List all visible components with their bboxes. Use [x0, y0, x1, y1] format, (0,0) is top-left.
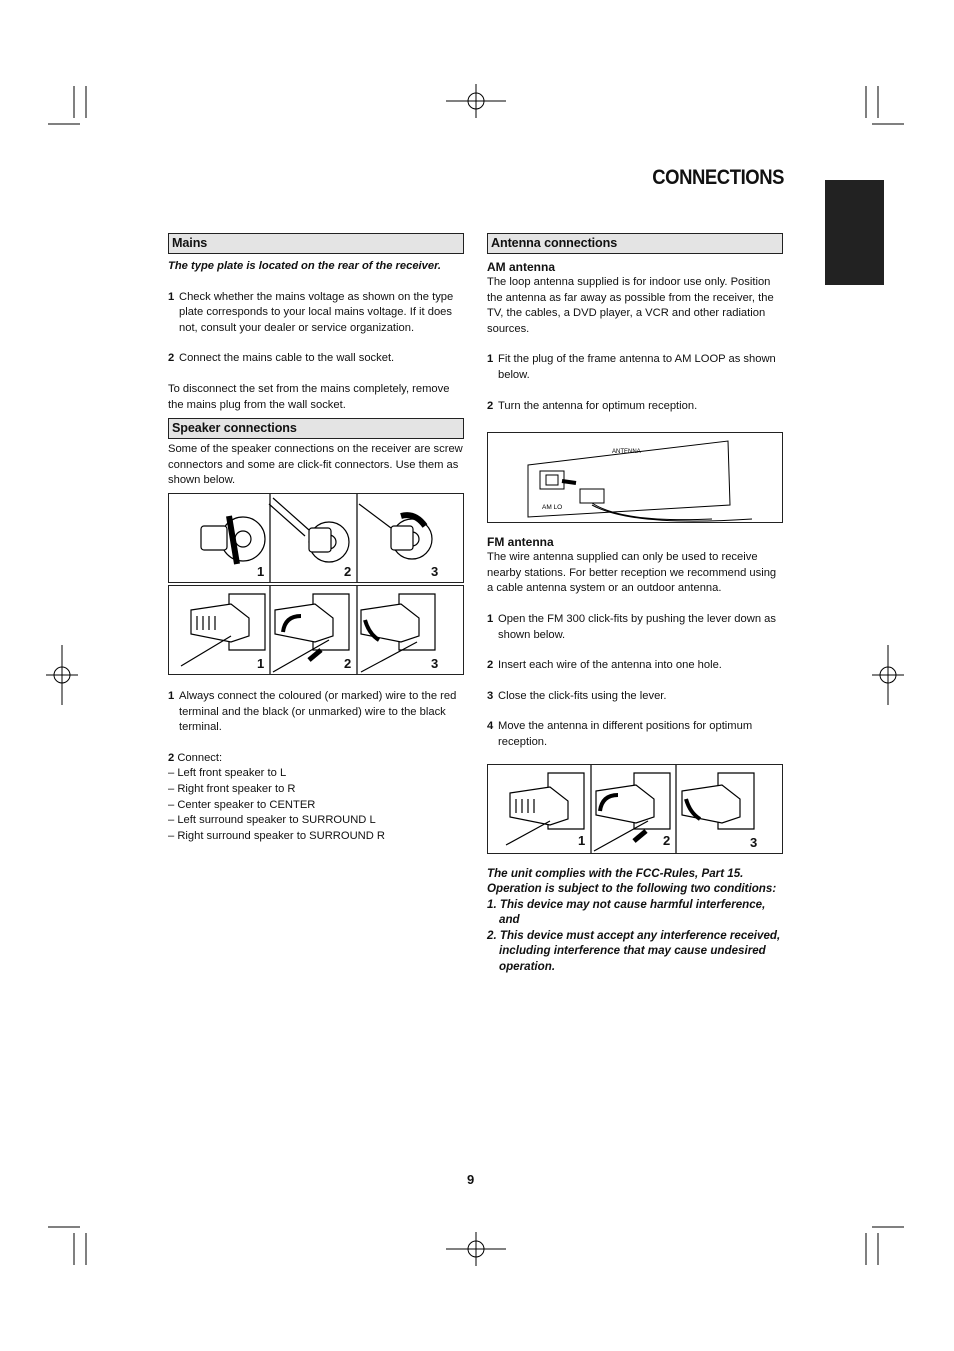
- speaker-step-1: [168, 689, 464, 736]
- am-step-2: [487, 399, 783, 415]
- fcc-notice: [487, 866, 783, 975]
- figure-label-3: 3: [431, 563, 439, 579]
- step-text: Connect the mains cable to the wall socket.: [179, 352, 395, 365]
- speaker-connect-list: [168, 766, 464, 844]
- fcc-condition-2: 2. This device must accept any interference received, including interference that may cause undesired operation.: [487, 928, 781, 974]
- mains-disconnect-note: To disconnect the set from the mains completely, remove the mains plug from the wall socket.: [168, 382, 450, 411]
- figure-label-3: 3: [431, 655, 439, 671]
- fm-step-1: [487, 612, 783, 643]
- step-text: Open the FM 300 click-fits by pushing the lever down as shown below.: [498, 612, 776, 641]
- step-text: Always connect the coloured (or marked) wire to the red terminal and the black (or unmarked) wire to the black terminal.: [179, 689, 457, 734]
- list-item: – Right surround speaker to SURROUND R: [168, 829, 385, 842]
- right-column: [487, 233, 783, 975]
- fm-antenna-intro: The wire antenna supplied can only be used to receive nearby stations. For better reception we recommend using a cable antenna system or an outdoor antenna.: [487, 551, 777, 595]
- step-text: Check whether the mains voltage as shown on the type plate corresponds to your local mains voltage. If it does not, consult your dealer or service organization.: [179, 290, 454, 334]
- antenna-heading: Antenna connections: [487, 233, 783, 254]
- figure-label-1: 1: [257, 655, 265, 671]
- click-fit-connector-figure: [168, 585, 464, 675]
- step-number: 2: [168, 352, 175, 365]
- step-number: 4: [487, 720, 494, 733]
- mains-step-2: [168, 351, 464, 367]
- fm-click-fit-illustration: [488, 765, 782, 853]
- figure-label-1: 1: [257, 563, 265, 579]
- step-number: 2: [168, 751, 175, 764]
- fcc-condition-1: 1. This device may not cause harmful interference, and: [487, 897, 766, 927]
- step-number: 1: [168, 689, 175, 702]
- step-text: Move the antenna in different positions for optimum reception.: [498, 720, 753, 748]
- step-text: Fit the plug of the frame antenna to AM LOOP as shown below.: [498, 353, 776, 381]
- list-item: – Left front speaker to L: [168, 767, 287, 780]
- speaker-step-2: [168, 751, 464, 767]
- speaker-heading: Speaker connections: [168, 418, 464, 439]
- fcc-lead: The unit complies with the FCC-Rules, Part 15. Operation is subject to the following two conditions:: [487, 866, 777, 896]
- figure-label-3: 3: [750, 834, 758, 850]
- step-text: Insert each wire of the antenna into one hole.: [498, 659, 722, 672]
- step-number: 2: [487, 399, 494, 412]
- mains-heading: Mains: [168, 233, 464, 254]
- figure-label-2: 2: [344, 655, 352, 671]
- step-number: 1: [168, 290, 175, 303]
- antenna-panel-label: ANTENNA: [612, 449, 641, 456]
- step-number: 1: [487, 353, 494, 366]
- mains-step-1: [168, 290, 464, 337]
- screw-connector-figure: [168, 493, 464, 583]
- am-loop-port-label: AM LO: [542, 504, 563, 512]
- am-antenna-intro: The loop antenna supplied is for indoor use only. Position the antenna as far away as possible from the receiver, the TV, the cables, a DVD player, a VCR and other radiation sources.: [487, 276, 774, 335]
- fm-step-4: [487, 719, 783, 750]
- step-text: Close the click-fits using the lever.: [498, 689, 667, 702]
- fm-step-2: [487, 658, 783, 674]
- fm-antenna-heading: FM antenna: [487, 535, 554, 550]
- figure-label-2: 2: [344, 563, 352, 579]
- list-item: – Center speaker to CENTER: [168, 798, 316, 811]
- step-text: Turn the antenna for optimum reception.: [498, 399, 698, 412]
- step-number: 3: [487, 689, 494, 702]
- language-tab-marker: [825, 180, 884, 285]
- mains-note: The type plate is located on the rear of the receiver.: [168, 260, 441, 272]
- figure-label-2: 2: [663, 832, 671, 848]
- page-title: CONNECTIONS: [652, 166, 784, 189]
- left-column: [168, 233, 464, 844]
- step-number: 1: [487, 612, 494, 625]
- screw-terminal-illustration: [169, 494, 463, 582]
- list-item: – Right front speaker to R: [168, 782, 296, 795]
- list-item: – Left surround speaker to SURROUND L: [168, 814, 376, 827]
- am-loop-illustration: [488, 433, 782, 522]
- step-number: 2: [487, 659, 494, 672]
- fm-click-fit-figure: [487, 764, 783, 854]
- page-number: 9: [467, 1172, 475, 1187]
- step-text: Connect:: [177, 751, 223, 764]
- fm-step-3: [487, 689, 783, 705]
- am-antenna-figure: [487, 432, 783, 523]
- click-fit-illustration: [169, 586, 463, 674]
- am-antenna-heading: AM antenna: [487, 260, 556, 274]
- figure-label-1: 1: [578, 832, 586, 848]
- speaker-intro: Some of the speaker connections on the receiver are screw connectors and some are click-fit connectors. Use them as shown below.: [168, 443, 463, 487]
- am-step-1: [487, 352, 783, 383]
